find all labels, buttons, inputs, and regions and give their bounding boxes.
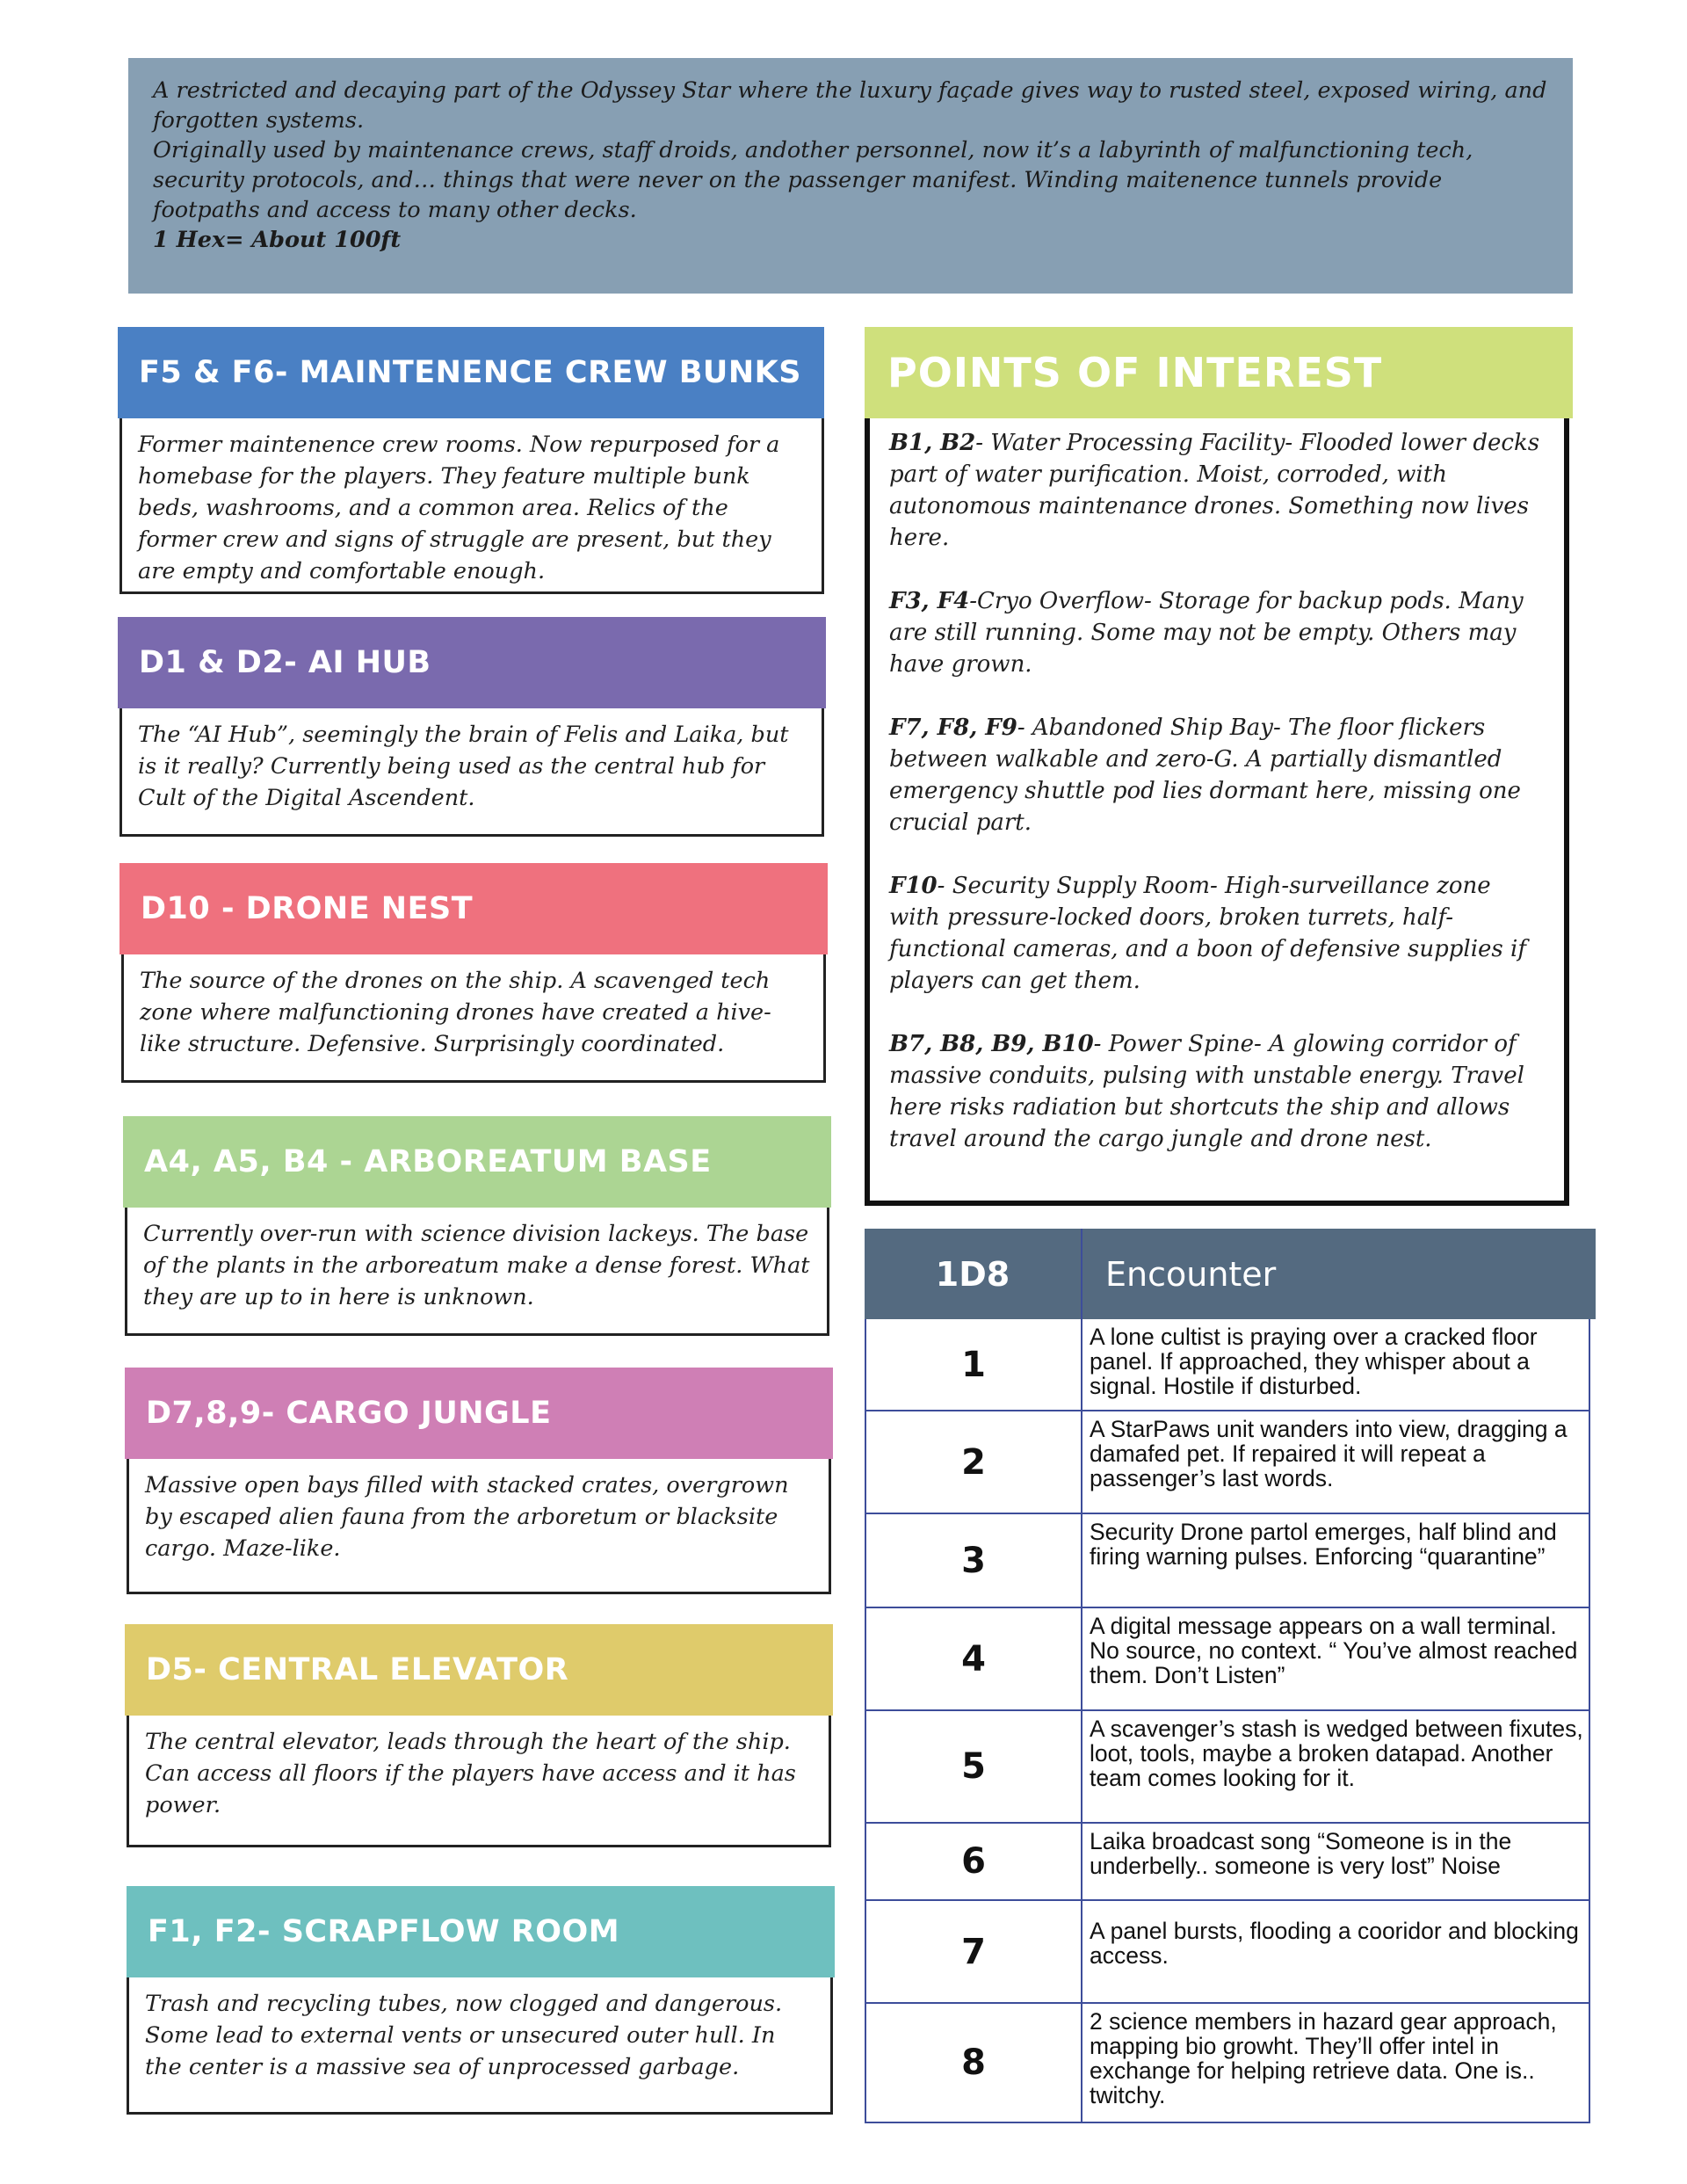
encounter-roll: 7	[866, 1901, 1082, 2002]
dice-column-header: 1D8	[865, 1229, 1082, 1319]
intro-description: A restricted and decaying part of the Odyssey Star where the luxury façade gives way to rusted steel, exposed wiring, and forgotten systems.	[153, 77, 1547, 134]
encounter-row	[865, 1514, 1590, 1608]
encounter-column-header: Encounter	[1105, 1254, 1277, 1294]
location-title: D10 - DRONE NEST	[119, 863, 828, 954]
encounter-roll: 1	[866, 1319, 1082, 1410]
encounter-roll: 4	[866, 1608, 1082, 1709]
encounter-roll: 2	[866, 1411, 1082, 1513]
encounter-roll: 6	[866, 1824, 1082, 1899]
encounter-row	[865, 1608, 1590, 1711]
poi-text: - Power Spine- A glowing corridor of massive conduits, pulsing with unstable energy. Travel here risks radiation but shortcuts the ship and allows travel around the cargo jungle and drone nest.	[889, 1031, 1524, 1152]
encounter-text: A digital message appears on a wall terminal. No source, no context. “ You’ve almost reached them. Don’t Listen”	[1090, 1613, 1578, 1688]
encounter-text: Security Drone partol emerges, half blind and firing warning pulses. Enforcing “quarantine”	[1090, 1519, 1557, 1570]
poi-text: - Water Processing Facility- Flooded lower decks part of water purification. Moist, corroded, with autonomous maintenance drones. Something now lives here.	[889, 430, 1540, 551]
encounter-row	[865, 1411, 1590, 1514]
location-title: D5- CENTRAL ELEVATOR	[125, 1624, 833, 1716]
encounter-text: A scavenger’s stash is wedged between fixutes, loot, tools, maybe a broken datapad. Another team comes looking for it.	[1090, 1716, 1583, 1791]
poi-item	[889, 870, 1545, 997]
encounter-text: Laika broadcast song “Someone is in the underbelly.. someone is very lost” Noise	[1090, 1828, 1512, 1879]
encounter-roll: 8	[866, 2004, 1082, 2122]
poi-item	[889, 712, 1545, 838]
location-description: Currently over-run with science division lackeys. The base of the plants in the arboreatum make a dense forest. What they are up to in here is unknown.	[125, 1208, 829, 1336]
location-title: D1 & D2- AI HUB	[118, 617, 826, 708]
location-title: A4, A5, B4 - ARBOREATUM BASE	[123, 1116, 831, 1208]
encounter-text: 2 science members in hazard gear approach, mapping bio growht. They’ll offer intel in exchange for helping retrieve data. One is.. twitchy.	[1090, 2008, 1557, 2108]
poi-text: -Cryo Overflow- Storage for backup pods. Many are still running. Some may not be empty. Others may have grown.	[889, 588, 1524, 678]
points-of-interest-list	[865, 418, 1569, 1206]
intro-background: Originally used by maintenance crews, staff droids, andother personnel, now it’s a labyrinth of malfunctioning tech, security protocols, and… things that were never on the passenger manifest. Winding maitenence tunnels provide footpaths and access to many other decks.	[153, 137, 1473, 223]
poi-item	[889, 585, 1545, 680]
poi-item	[889, 427, 1545, 554]
location-description: Massive open bays filled with stacked crates, overgrown by escaped alien fauna from the arboretum or blacksite cargo. Maze-like.	[127, 1459, 831, 1594]
points-of-interest-title: POINTS OF INTEREST	[865, 327, 1573, 418]
encounter-roll: 3	[866, 1514, 1082, 1607]
map-scale: 1 Hex= About 100ft	[153, 227, 402, 253]
poi-text: - Security Supply Room- High-surveillance zone with pressure-locked doors, broken turrets, half-functional cameras, and a boon of defensive supplies if players can get them.	[889, 873, 1526, 994]
encounter-row	[865, 1711, 1590, 1824]
poi-code: F10	[889, 873, 938, 899]
encounter-row	[865, 1901, 1590, 2004]
location-title: D7,8,9- CARGO JUNGLE	[125, 1368, 833, 1459]
encounter-text: A panel bursts, flooding a cooridor and blocking access.	[1090, 1918, 1579, 1969]
location-description: The “AI Hub”, seemingly the brain of Felis and Laika, but is it really? Currently being used as the central hub for Cult of the Digital Ascendent.	[119, 708, 824, 837]
poi-item	[889, 1028, 1545, 1155]
poi-text: - Abandoned Ship Bay- The floor flickers between walkable and zero-G. A partially dismantled emergency shuttle pod lies dormant here, missing one crucial part.	[889, 715, 1521, 836]
poi-code: B7, B8, B9, B10	[889, 1031, 1094, 1057]
location-description: The source of the drones on the ship. A scavenged tech zone where malfunctioning drones have created a hive-like structure. Defensive. Surprisingly coordinated.	[121, 954, 826, 1083]
location-title: F1, F2- SCRAPFLOW ROOM	[127, 1886, 835, 1977]
intro-panel	[128, 58, 1573, 294]
encounter-roll: 5	[866, 1711, 1082, 1822]
encounter-text: A StarPaws unit wanders into view, dragging a damafed pet. If repaired it will repeat a passenger’s last words.	[1090, 1416, 1568, 1491]
encounter-row	[865, 1319, 1590, 1411]
encounter-table-header	[865, 1229, 1596, 1319]
poi-code: F3, F4	[889, 588, 970, 614]
location-description: Trash and recycling tubes, now clogged and dangerous. Some lead to external vents or unsecured outer hull. In the center is a massive sea of unprocessed garbage.	[127, 1977, 833, 2115]
location-title: F5 & F6- MAINTENENCE CREW BUNKS	[118, 327, 824, 418]
encounter-text: A lone cultist is praying over a cracked floor panel. If approached, they whisper about a signal. Hostile if disturbed.	[1090, 1324, 1538, 1399]
poi-code: F7, F8, F9	[889, 715, 1017, 741]
encounter-row	[865, 1824, 1590, 1901]
encounter-row	[865, 2004, 1590, 2123]
location-description: Former maintenence crew rooms. Now repurposed for a homebase for the players. They feature multiple bunk beds, washrooms, and a common area. Relics of the former crew and signs of struggle are present, but they are empty and comfortable enough.	[119, 418, 824, 594]
location-description: The central elevator, leads through the heart of the ship. Can access all floors if the players have access and it has power.	[127, 1716, 831, 1847]
poi-code: B1, B2	[889, 430, 976, 456]
